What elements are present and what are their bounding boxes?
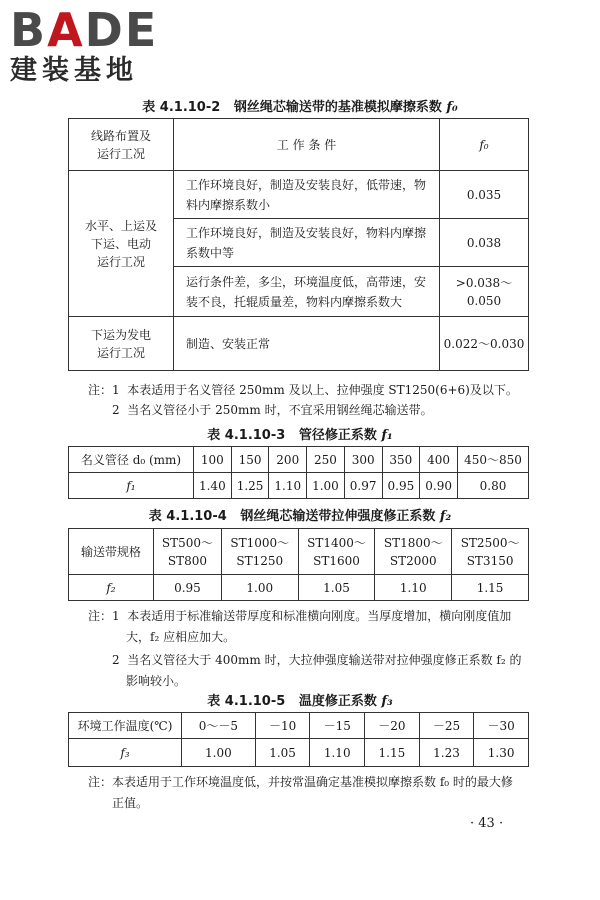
t3-value: 0.95 — [154, 575, 222, 601]
t4-value: 1.15 — [365, 739, 420, 767]
t4-header-label: 环境工作温度(℃) — [69, 713, 182, 739]
table1-caption: 表 4.1.10-2 钢丝绳芯输送带的基准模拟摩擦系数 f₀ — [142, 100, 458, 115]
t1-group2-value: 0.022～0.030 — [440, 317, 529, 371]
t2-col: 100 — [194, 447, 232, 473]
t3-header-label: 输送带规格 — [69, 529, 154, 575]
t1-row2-condition: 工作环境良好，制造及安装良好，物料内摩擦系数中等 — [174, 219, 440, 267]
table4-caption: 表 4.1.10-5 温度修正系数 f₃ — [207, 694, 393, 709]
t3-value: 1.10 — [375, 575, 452, 601]
t2-value: 0.97 — [344, 473, 382, 499]
t4-col: －15 — [310, 713, 365, 739]
t1-group1-label: 水平、上运及 下运、电动 运行工况 — [69, 171, 174, 317]
notes2-item2-cont: 影响较小。 — [126, 674, 187, 688]
notes1-item2: 2 当名义管径小于 250mm 时，不宜采用钢丝绳芯输送带。 — [112, 403, 433, 417]
t2-col: 200 — [269, 447, 307, 473]
logo-brand-text: BADE — [10, 3, 159, 57]
notes2-item1: 注：1 本表适用于标准输送带厚度和标准横向刚度。当厚度增加，横向刚度值加 — [88, 609, 512, 623]
t2-row-label: f₁ — [69, 473, 194, 499]
temperature-table — [68, 712, 529, 767]
brand-logo — [8, 3, 183, 86]
t1-row2-value: 0.038 — [440, 219, 529, 267]
t3-col: ST1000～ ST1250 — [221, 529, 298, 575]
t2-value: 1.40 — [194, 473, 232, 499]
t1-group2-label: 下运为发电 运行工况 — [69, 317, 174, 371]
t1-group2-condition: 制造、安装正常 — [174, 317, 440, 371]
t1-header-f0: f₀ — [440, 119, 529, 171]
t4-value: 1.30 — [474, 739, 529, 767]
t2-col: 300 — [344, 447, 382, 473]
t3-value: 1.00 — [221, 575, 298, 601]
t2-col: 250 — [307, 447, 345, 473]
friction-coefficient-table — [68, 118, 529, 371]
t3-row-label: f₂ — [69, 575, 154, 601]
tensile-strength-table — [68, 528, 529, 601]
t4-value: 1.10 — [310, 739, 365, 767]
t3-col: ST1800～ ST2000 — [375, 529, 452, 575]
t1-header-condition: 工 作 条 件 — [174, 119, 440, 171]
t2-header-label: 名义管径 d₀ (mm) — [69, 447, 194, 473]
notes2-item1-cont: 大，f₂ 应相应加大。 — [126, 630, 236, 644]
t3-col: ST1400～ ST1600 — [298, 529, 375, 575]
logo-subtitle: 建装基地 — [10, 55, 138, 86]
t1-header-layout: 线路布置及 运行工况 — [69, 119, 174, 171]
table2-caption: 表 4.1.10-3 管径修正系数 f₁ — [207, 428, 393, 443]
t2-value: 1.10 — [269, 473, 307, 499]
notes3-line1: 注：本表适用于工作环境温度低，并按常温确定基准模拟摩擦系数 f₀ 时的最大修 — [88, 775, 513, 789]
t2-col: 400 — [420, 447, 458, 473]
t3-value: 1.15 — [452, 575, 529, 601]
t2-value: 0.90 — [420, 473, 458, 499]
t4-col: －30 — [474, 713, 529, 739]
t4-value: 1.00 — [182, 739, 256, 767]
t1-row1-condition: 工作环境良好，制造及安装良好，低带速，物料内摩擦系数小 — [174, 171, 440, 219]
t4-col: －20 — [365, 713, 420, 739]
t4-value: 1.23 — [419, 739, 474, 767]
notes2-item2: 2 当名义管径大于 400mm 时，大拉伸强度输送带对拉伸强度修正系数 f₂ 的 — [112, 653, 522, 667]
t3-value: 1.05 — [298, 575, 375, 601]
t4-col: －25 — [419, 713, 474, 739]
table3-caption: 表 4.1.10-4 钢丝绳芯输送带拉伸强度修正系数 f₂ — [148, 509, 452, 524]
t4-col: 0～－5 — [182, 713, 256, 739]
notes1-item1: 注：1 本表适用于名义管径 250mm 及以上、拉伸强度 ST1250(6+6)及以下。 — [88, 383, 518, 397]
t3-col: ST500～ ST800 — [154, 529, 222, 575]
t2-value: 1.00 — [307, 473, 345, 499]
t2-col: 150 — [231, 447, 269, 473]
t1-row1-value: 0.035 — [440, 171, 529, 219]
t1-row3-value: >0.038～ 0.050 — [440, 267, 529, 317]
t2-col: 450～850 — [458, 447, 529, 473]
t2-value: 0.95 — [382, 473, 420, 499]
t2-col: 350 — [382, 447, 420, 473]
t1-row3-condition: 运行条件差，多尘，环境温度低，高带速，安装不良，托辊质量差，物料内摩擦系数大 — [174, 267, 440, 317]
t4-col: －10 — [255, 713, 310, 739]
t4-row-label: f₃ — [69, 739, 182, 767]
t2-value: 0.80 — [458, 473, 529, 499]
t4-value: 1.05 — [255, 739, 310, 767]
t3-col: ST2500～ ST3150 — [452, 529, 529, 575]
pipe-diameter-table — [68, 446, 529, 499]
notes3-line2: 正值。 — [112, 796, 149, 810]
t2-value: 1.25 — [231, 473, 269, 499]
page-number: · 43 · — [470, 816, 504, 831]
